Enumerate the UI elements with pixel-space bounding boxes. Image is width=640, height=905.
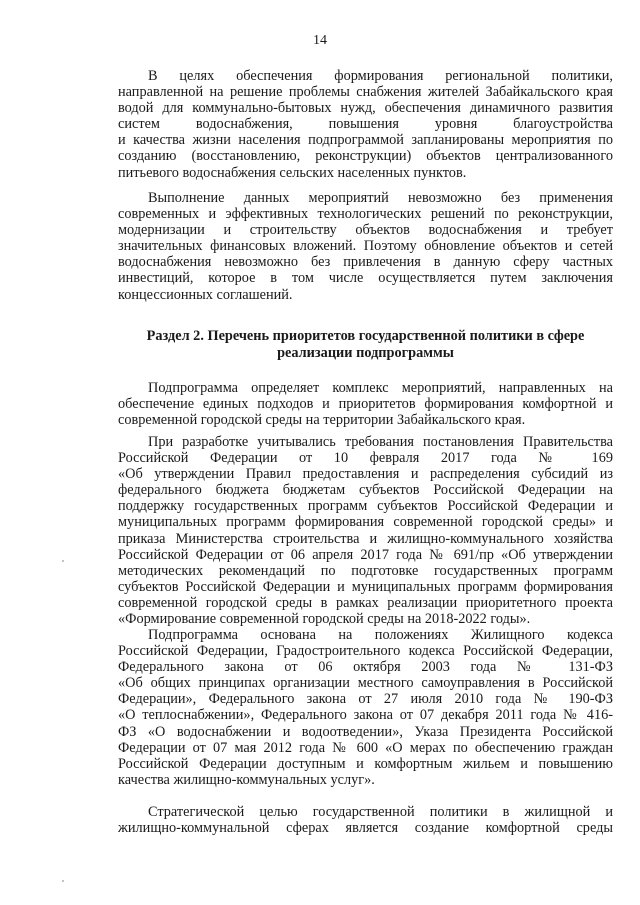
paragraph-subprogram-scope <box>118 380 613 428</box>
paragraph-line: созданию (восстановлению, реконструкции) объектов централизованного <box>118 148 613 165</box>
paragraph-line: «Формирование современной городской среды на 2018-2022 годы». <box>118 611 531 628</box>
paragraph-legal-basis <box>118 627 613 788</box>
paragraph-line: Российской Федерации доступным и комфортным жильем и повышению <box>118 755 613 772</box>
paragraph-line: поддержку государственных программ субъектов Российской Федерации и <box>118 498 613 515</box>
scan-artifact <box>62 880 64 882</box>
paragraph-line: Выполнение данных мероприятий невозможно без применения <box>148 190 613 206</box>
paragraph-line: инвестиций, которое в том числе осуществляется путем заключения <box>118 270 613 287</box>
paragraph-line: Федерального закона от 06 октября 2003 года № 131-ФЗ <box>118 659 613 676</box>
paragraph-line: методических рекомендаций по подготовке государственных программ <box>118 562 613 579</box>
paragraph-line: «О теплоснабжении», Федерального закона от 07 декабря 2011 года № 416- <box>118 707 613 724</box>
paragraph-line: питьевого водоснабжения сельских населенных пунктов. <box>118 164 467 181</box>
section-title-line: реализации подпрограммы <box>277 345 454 361</box>
page-number: 14 <box>313 33 327 48</box>
paragraph-line: обеспечение единых подходов и приоритетов формирования комфортной и <box>118 396 613 413</box>
paragraph-line: Федерации от 07 мая 2012 года № 600 «О мерах по обеспечению граждан <box>118 739 613 756</box>
paragraph-line: Подпрограмма определяет комплекс мероприятий, направленных на <box>148 380 613 396</box>
paragraph-line: современных и эффективных технологических решений по реконструкции, <box>118 206 613 223</box>
paragraph-line: «Об утверждении Правил предоставления и распределения субсидий из <box>118 466 613 483</box>
paragraph-line: «Об общих принципах организации местного самоуправления в Российской <box>118 675 613 692</box>
paragraph-line: водой для коммунально-бытовых нужд, обеспечения динамичного развития <box>118 100 613 117</box>
paragraph-development-requirements <box>118 434 613 627</box>
paragraph-line: приказа Министерства строительства и жилищно-коммунального хозяйства <box>118 530 613 547</box>
paragraph-line: ФЗ «О водоснабжении и водоотведении», Указа Президента Российской <box>118 723 613 740</box>
section-title-line: Раздел 2. Перечень приоритетов государственной политики в сфере <box>146 328 585 344</box>
paragraph-line: систем водоснабжения, повышения уровня благоустройства <box>118 116 613 133</box>
paragraph-line: Российской Федерации от 10 февраля 2017 года № 169 <box>118 450 613 467</box>
scan-artifact <box>62 560 64 562</box>
paragraph-line: современной городской среды на территории Забайкальского края. <box>118 412 526 429</box>
paragraph-line: субъектов Российской Федерации и муниципальных программ формирования <box>118 578 613 595</box>
paragraph-line: качества жилищно-коммунальных услуг». <box>118 771 375 788</box>
paragraph-line: Российской Федерации, Градостроительного кодекса Российской Федерации, <box>118 643 613 660</box>
section-title <box>118 328 613 362</box>
paragraph-strategic-goal <box>118 804 613 836</box>
paragraph-line: Стратегической целью государственной политики в жилищной и <box>148 804 613 820</box>
paragraph-line: В целях обеспечения формирования региональной политики, <box>148 68 613 84</box>
paragraph-line: водоснабжения невозможно без привлечения в данную сферу частных <box>118 254 613 271</box>
paragraph-line: и качества жизни населения подпрограммой запланированы мероприятия по <box>118 132 613 149</box>
paragraph-line: Федерации», Федерального закона от 27 июля 2010 года № 190-ФЗ <box>118 691 613 708</box>
paragraph-line: направленной на решение проблемы снабжения жителей Забайкальского края <box>118 84 613 101</box>
paragraph-implementation-investment <box>118 190 613 303</box>
paragraph-line: Подпрограмма основана на положениях Жилищного кодекса <box>148 627 613 643</box>
paragraph-line: федерального бюджета бюджетам субъектов Российской Федерации на <box>118 482 613 499</box>
paragraph-line: современной городской среды в рамках реализации приоритетного проекта <box>118 594 613 611</box>
paragraph-water-supply-policy <box>118 68 613 181</box>
paragraph-line: муниципальных программ формирования современной городской среды» и <box>118 514 613 531</box>
paragraph-line: модернизации и строительству объектов водоснабжения и требует <box>118 222 613 239</box>
paragraph-line: концессионных соглашений. <box>118 286 293 303</box>
paragraph-line: значительных финансовых вложений. Поэтому обновление объектов и сетей <box>118 238 613 255</box>
paragraph-line: Российской Федерации от 06 апреля 2017 года № 691/пр «Об утверждении <box>118 546 613 563</box>
paragraph-line: При разработке учитывались требования постановления Правительства <box>148 434 613 450</box>
paragraph-line: жилищно-коммунальной сферах является создание комфортной среды <box>118 820 613 837</box>
